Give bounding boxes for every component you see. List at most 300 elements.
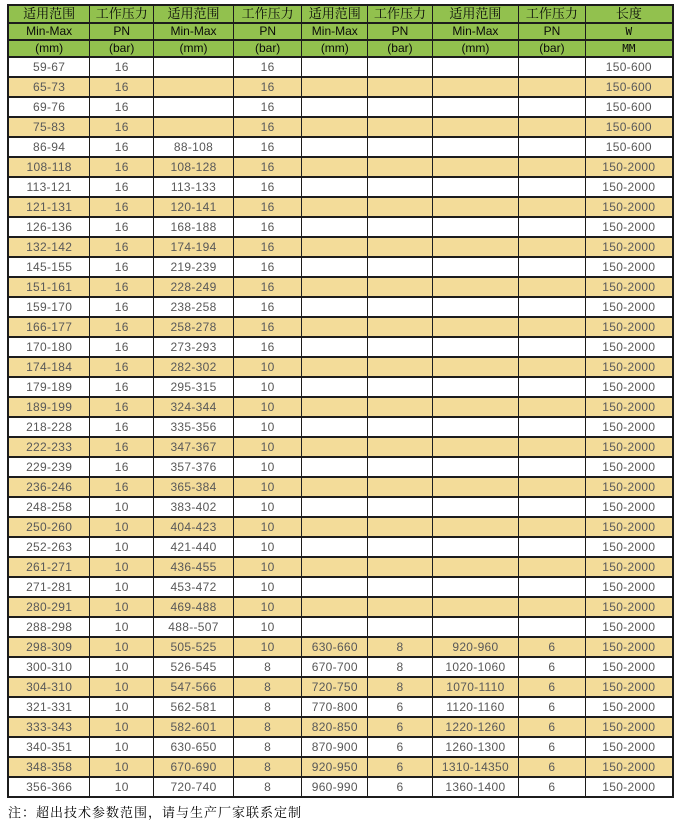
table-cell: 16 xyxy=(90,377,154,397)
table-cell: 6 xyxy=(519,677,586,697)
table-cell xyxy=(519,197,586,217)
table-cell: 820-850 xyxy=(302,717,368,737)
table-cell: 335-356 xyxy=(154,417,234,437)
table-cell: 720-750 xyxy=(302,677,368,697)
table-cell: 8 xyxy=(233,737,301,757)
table-row xyxy=(8,517,673,537)
header-row xyxy=(8,40,673,57)
table-cell: 10 xyxy=(233,497,301,517)
table-cell xyxy=(432,337,518,357)
table-row xyxy=(8,437,673,457)
table-cell xyxy=(368,197,433,217)
table-cell: 150-2000 xyxy=(585,177,673,197)
table-cell: 258-278 xyxy=(154,317,234,337)
table-cell xyxy=(302,557,368,577)
table-cell: 436-455 xyxy=(154,557,234,577)
table-cell xyxy=(432,77,518,97)
table-cell: 870-900 xyxy=(302,737,368,757)
table-cell xyxy=(519,457,586,477)
table-cell: 218-228 xyxy=(8,417,90,437)
column-header-cell: PN xyxy=(90,23,154,40)
column-header-cell: (bar) xyxy=(233,40,301,57)
table-cell xyxy=(368,497,433,517)
table-cell xyxy=(368,277,433,297)
table-cell: 6 xyxy=(368,717,433,737)
table-cell xyxy=(368,257,433,277)
table-cell: 10 xyxy=(90,757,154,777)
table-cell: 16 xyxy=(233,297,301,317)
table-cell: 505-525 xyxy=(154,637,234,657)
table-cell: 150-2000 xyxy=(585,417,673,437)
table-cell xyxy=(519,77,586,97)
table-cell: 179-189 xyxy=(8,377,90,397)
table-cell: 219-239 xyxy=(154,257,234,277)
header-row xyxy=(8,5,673,23)
table-cell xyxy=(368,537,433,557)
table-cell: 10 xyxy=(233,377,301,397)
column-header-cell: (bar) xyxy=(368,40,433,57)
table-cell: 10 xyxy=(90,537,154,557)
table-cell: 150-2000 xyxy=(585,537,673,557)
table-cell: 113-121 xyxy=(8,177,90,197)
table-row xyxy=(8,157,673,177)
table-cell xyxy=(519,377,586,397)
table-cell: 108-118 xyxy=(8,157,90,177)
table-cell: 960-990 xyxy=(302,777,368,797)
table-cell: 16 xyxy=(233,57,301,77)
table-cell xyxy=(154,77,234,97)
table-cell: 8 xyxy=(233,777,301,797)
table-cell: 273-293 xyxy=(154,337,234,357)
table-row xyxy=(8,117,673,137)
table-cell: 547-566 xyxy=(154,677,234,697)
table-cell: 16 xyxy=(90,357,154,377)
table-cell: 10 xyxy=(233,537,301,557)
table-cell xyxy=(432,517,518,537)
table-cell xyxy=(432,577,518,597)
table-cell: 16 xyxy=(233,277,301,297)
table-cell xyxy=(368,577,433,597)
table-cell: 150-2000 xyxy=(585,317,673,337)
table-cell: 6 xyxy=(368,777,433,797)
table-cell: 150-2000 xyxy=(585,677,673,697)
table-row xyxy=(8,497,673,517)
table-cell: 1020-1060 xyxy=(432,657,518,677)
table-row xyxy=(8,77,673,97)
column-header-cell: 工作压力 xyxy=(233,5,301,23)
table-row xyxy=(8,257,673,277)
table-cell: 16 xyxy=(90,237,154,257)
table-cell xyxy=(154,117,234,137)
table-cell: 189-199 xyxy=(8,397,90,417)
table-cell xyxy=(368,377,433,397)
table-cell xyxy=(432,537,518,557)
table-cell: 920-950 xyxy=(302,757,368,777)
table-cell xyxy=(368,417,433,437)
table-cell xyxy=(302,597,368,617)
column-header-cell: Min-Max xyxy=(154,23,234,40)
column-header-cell: (mm) xyxy=(8,40,90,57)
table-cell: 261-271 xyxy=(8,557,90,577)
table-cell: 150-2000 xyxy=(585,397,673,417)
table-cell: 16 xyxy=(90,157,154,177)
table-cell xyxy=(302,497,368,517)
table-cell xyxy=(302,237,368,257)
spec-table xyxy=(7,4,674,798)
table-cell xyxy=(432,317,518,337)
table-cell: 16 xyxy=(90,277,154,297)
table-cell: 10 xyxy=(90,557,154,577)
table-cell: 10 xyxy=(233,597,301,617)
table-cell xyxy=(519,157,586,177)
table-cell xyxy=(368,337,433,357)
table-cell xyxy=(432,177,518,197)
table-cell: 300-310 xyxy=(8,657,90,677)
table-cell xyxy=(302,297,368,317)
table-cell: 16 xyxy=(233,317,301,337)
table-cell: 298-309 xyxy=(8,637,90,657)
table-cell: 1070-1110 xyxy=(432,677,518,697)
table-cell xyxy=(432,237,518,257)
table-cell xyxy=(432,257,518,277)
table-cell: 630-650 xyxy=(154,737,234,757)
table-cell xyxy=(432,277,518,297)
table-row xyxy=(8,777,673,797)
table-cell: 488--507 xyxy=(154,617,234,637)
table-cell: 16 xyxy=(90,397,154,417)
table-cell: 16 xyxy=(90,417,154,437)
table-cell xyxy=(368,177,433,197)
table-row xyxy=(8,677,673,697)
table-cell: 10 xyxy=(233,477,301,497)
table-cell xyxy=(432,157,518,177)
table-row xyxy=(8,237,673,257)
table-cell: 6 xyxy=(368,757,433,777)
column-header-cell: PN xyxy=(519,23,586,40)
table-cell: 238-258 xyxy=(154,297,234,317)
table-cell: 6 xyxy=(519,657,586,677)
table-cell: 132-142 xyxy=(8,237,90,257)
table-cell xyxy=(302,317,368,337)
table-row xyxy=(8,577,673,597)
table-row xyxy=(8,177,673,197)
table-cell: 16 xyxy=(90,197,154,217)
table-cell: 150-2000 xyxy=(585,757,673,777)
table-row xyxy=(8,97,673,117)
table-cell xyxy=(432,57,518,77)
table-cell xyxy=(519,237,586,257)
table-cell: 10 xyxy=(90,577,154,597)
table-cell: 16 xyxy=(90,457,154,477)
table-cell xyxy=(519,217,586,237)
table-cell: 16 xyxy=(90,77,154,97)
table-cell xyxy=(519,97,586,117)
table-cell: 150-2000 xyxy=(585,457,673,477)
table-cell xyxy=(302,197,368,217)
table-cell: 8 xyxy=(233,757,301,777)
table-cell: 6 xyxy=(519,737,586,757)
table-cell: 150-600 xyxy=(585,77,673,97)
table-cell: 113-133 xyxy=(154,177,234,197)
table-cell: 120-141 xyxy=(154,197,234,217)
table-cell: 526-545 xyxy=(154,657,234,677)
table-cell: 150-2000 xyxy=(585,257,673,277)
table-cell: 236-246 xyxy=(8,477,90,497)
table-cell: 16 xyxy=(90,117,154,137)
column-header-cell: (mm) xyxy=(302,40,368,57)
table-row xyxy=(8,477,673,497)
table-cell xyxy=(302,377,368,397)
table-cell: 10 xyxy=(90,737,154,757)
table-cell xyxy=(368,617,433,637)
table-cell: 170-180 xyxy=(8,337,90,357)
table-cell: 150-600 xyxy=(585,97,673,117)
table-cell: 10 xyxy=(90,777,154,797)
table-cell xyxy=(432,357,518,377)
table-row xyxy=(8,757,673,777)
table-cell xyxy=(302,437,368,457)
header-row xyxy=(8,23,673,40)
table-cell: 10 xyxy=(90,617,154,637)
table-cell: 16 xyxy=(233,97,301,117)
table-cell xyxy=(368,117,433,137)
table-cell: 88-108 xyxy=(154,137,234,157)
table-cell xyxy=(302,217,368,237)
table-cell xyxy=(519,57,586,77)
table-cell: 10 xyxy=(90,717,154,737)
table-row xyxy=(8,557,673,577)
table-cell: 347-367 xyxy=(154,437,234,457)
table-cell: 16 xyxy=(233,137,301,157)
table-cell: 1260-1300 xyxy=(432,737,518,757)
table-header xyxy=(8,5,673,57)
table-cell: 16 xyxy=(233,157,301,177)
table-cell: 69-76 xyxy=(8,97,90,117)
table-cell: 10 xyxy=(233,637,301,657)
column-header-cell: 工作压力 xyxy=(90,5,154,23)
table-cell: 365-384 xyxy=(154,477,234,497)
table-cell: 8 xyxy=(368,637,433,657)
table-cell: 280-291 xyxy=(8,597,90,617)
table-cell xyxy=(519,337,586,357)
table-cell xyxy=(302,477,368,497)
table-cell xyxy=(432,137,518,157)
column-header-cell: 工作压力 xyxy=(519,5,586,23)
table-cell xyxy=(519,517,586,537)
table-cell: 6 xyxy=(519,757,586,777)
table-cell xyxy=(519,117,586,137)
table-cell: 150-2000 xyxy=(585,577,673,597)
table-cell: 151-161 xyxy=(8,277,90,297)
table-cell xyxy=(302,257,368,277)
table-cell xyxy=(432,217,518,237)
table-cell: 150-2000 xyxy=(585,637,673,657)
table-cell: 1120-1160 xyxy=(432,697,518,717)
table-cell xyxy=(368,77,433,97)
table-cell: 150-2000 xyxy=(585,197,673,217)
table-cell: 10 xyxy=(233,617,301,637)
table-cell: 282-302 xyxy=(154,357,234,377)
table-cell: 16 xyxy=(90,437,154,457)
table-cell: 174-194 xyxy=(154,237,234,257)
table-cell: 10 xyxy=(233,517,301,537)
table-cell xyxy=(302,617,368,637)
table-cell xyxy=(302,337,368,357)
table-cell: 10 xyxy=(90,497,154,517)
table-cell xyxy=(302,537,368,557)
table-cell xyxy=(432,197,518,217)
table-cell: 16 xyxy=(90,257,154,277)
table-row xyxy=(8,457,673,477)
table-cell: 228-249 xyxy=(154,277,234,297)
table-cell: 16 xyxy=(90,97,154,117)
table-cell: 8 xyxy=(233,657,301,677)
table-cell: 150-2000 xyxy=(585,297,673,317)
table-cell xyxy=(368,317,433,337)
table-cell xyxy=(302,417,368,437)
table-body xyxy=(8,57,673,797)
table-cell xyxy=(368,217,433,237)
column-header-cell: Min-Max xyxy=(432,23,518,40)
table-cell: 10 xyxy=(90,517,154,537)
table-row xyxy=(8,417,673,437)
table-cell: 304-310 xyxy=(8,677,90,697)
column-header-cell: 长度 xyxy=(585,5,673,23)
table-cell: 10 xyxy=(233,577,301,597)
column-header-cell: (bar) xyxy=(519,40,586,57)
table-cell: 166-177 xyxy=(8,317,90,337)
table-cell: 150-2000 xyxy=(585,157,673,177)
table-cell xyxy=(519,317,586,337)
table-cell xyxy=(302,97,368,117)
table-cell xyxy=(432,297,518,317)
table-cell: 1310-14350 xyxy=(432,757,518,777)
table-cell xyxy=(519,417,586,437)
table-cell: 150-2000 xyxy=(585,497,673,517)
table-cell xyxy=(519,397,586,417)
table-cell: 1360-1400 xyxy=(432,777,518,797)
table-cell: 340-351 xyxy=(8,737,90,757)
table-cell: 404-423 xyxy=(154,517,234,537)
table-row xyxy=(8,137,673,157)
table-cell: 8 xyxy=(233,677,301,697)
table-cell xyxy=(302,137,368,157)
table-cell: 16 xyxy=(233,117,301,137)
table-cell: 271-281 xyxy=(8,577,90,597)
table-row xyxy=(8,277,673,297)
table-cell xyxy=(432,117,518,137)
table-row xyxy=(8,357,673,377)
table-row xyxy=(8,657,673,677)
table-cell: 10 xyxy=(233,397,301,417)
table-cell xyxy=(519,177,586,197)
table-cell: 150-2000 xyxy=(585,337,673,357)
table-cell: 1220-1260 xyxy=(432,717,518,737)
table-cell: 920-960 xyxy=(432,637,518,657)
table-cell: 145-155 xyxy=(8,257,90,277)
table-cell xyxy=(519,357,586,377)
table-row xyxy=(8,337,673,357)
table-cell: 10 xyxy=(90,597,154,617)
table-cell: 252-263 xyxy=(8,537,90,557)
table-cell: 150-2000 xyxy=(585,217,673,237)
table-cell xyxy=(302,117,368,137)
table-cell xyxy=(432,557,518,577)
table-cell xyxy=(302,177,368,197)
table-cell: 150-2000 xyxy=(585,557,673,577)
column-header-cell: 适用范围 xyxy=(432,5,518,23)
column-header-cell: Min-Max xyxy=(8,23,90,40)
table-cell: 16 xyxy=(233,197,301,217)
column-header-cell: (bar) xyxy=(90,40,154,57)
table-row xyxy=(8,397,673,417)
table-row xyxy=(8,617,673,637)
column-header-cell: MM xyxy=(585,40,673,57)
table-cell xyxy=(368,237,433,257)
table-cell xyxy=(368,437,433,457)
table-cell xyxy=(519,497,586,517)
table-cell xyxy=(519,137,586,157)
table-cell xyxy=(519,257,586,277)
table-cell: 150-2000 xyxy=(585,437,673,457)
table-cell: 324-344 xyxy=(154,397,234,417)
table-cell xyxy=(519,437,586,457)
table-row xyxy=(8,737,673,757)
table-cell xyxy=(432,477,518,497)
table-cell xyxy=(368,57,433,77)
table-row xyxy=(8,537,673,557)
table-cell xyxy=(432,457,518,477)
column-header-cell: 工作压力 xyxy=(368,5,433,23)
table-row xyxy=(8,57,673,77)
table-row xyxy=(8,197,673,217)
table-cell: 16 xyxy=(90,137,154,157)
table-cell: 10 xyxy=(90,657,154,677)
table-cell xyxy=(519,597,586,617)
table-cell: 453-472 xyxy=(154,577,234,597)
column-header-cell: (mm) xyxy=(154,40,234,57)
table-row xyxy=(8,637,673,657)
table-row xyxy=(8,317,673,337)
table-cell: 150-2000 xyxy=(585,477,673,497)
table-cell xyxy=(302,77,368,97)
table-row xyxy=(8,217,673,237)
table-cell: 421-440 xyxy=(154,537,234,557)
footnote: 注：超出技术参数范围，请与生产厂家联系定制 xyxy=(8,805,303,820)
table-cell: 356-366 xyxy=(8,777,90,797)
table-cell: 6 xyxy=(519,697,586,717)
table-cell xyxy=(302,357,368,377)
table-cell: 65-73 xyxy=(8,77,90,97)
table-cell xyxy=(368,477,433,497)
table-cell xyxy=(432,617,518,637)
table-cell: 150-2000 xyxy=(585,517,673,537)
table-cell: 150-600 xyxy=(585,137,673,157)
table-cell: 16 xyxy=(90,57,154,77)
table-cell: 168-188 xyxy=(154,217,234,237)
table-cell: 8 xyxy=(233,697,301,717)
table-row xyxy=(8,377,673,397)
table-cell: 10 xyxy=(90,677,154,697)
table-cell: 16 xyxy=(90,337,154,357)
table-cell: 770-800 xyxy=(302,697,368,717)
table-cell: 16 xyxy=(90,477,154,497)
table-cell xyxy=(302,277,368,297)
table-cell: 6 xyxy=(519,777,586,797)
table-row xyxy=(8,297,673,317)
table-cell xyxy=(432,597,518,617)
table-cell: 150-600 xyxy=(585,57,673,77)
